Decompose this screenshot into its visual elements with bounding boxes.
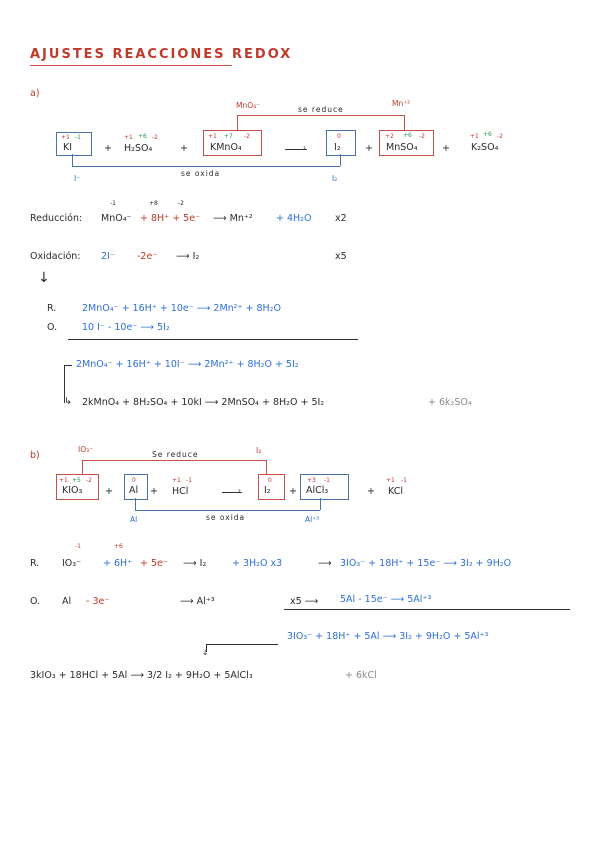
- a-species-mnso4: MnSO₄: [386, 142, 418, 153]
- b-ox-alcl3-1: +3: [307, 477, 316, 484]
- b-reduce-text: Se reduce: [152, 450, 199, 459]
- b-species-al: Al: [129, 485, 139, 496]
- a-O-label: O.: [47, 322, 58, 333]
- a-species-kmno4: KMnO₄: [210, 142, 242, 153]
- a-plus-2: +: [180, 143, 188, 154]
- a-reduce-bracket-right: [404, 115, 405, 131]
- a-ox-h2so4-1: +1: [124, 134, 133, 141]
- a-oxidation-iodide: 2I⁻: [101, 251, 115, 262]
- a-reduction-water: + 4H₂O: [276, 213, 312, 224]
- b-species-hcl: HCl: [172, 486, 189, 497]
- a-R-equation: 2MnO₄⁻ + 16H⁺ + 10e⁻ ⟶ 2Mn²⁺ + 8H₂O: [82, 303, 281, 314]
- b-sum-line: [284, 609, 570, 610]
- b-reduce-bracket-left: [82, 460, 83, 474]
- a-molecular-extra: + 6k₂SO₄: [428, 397, 472, 408]
- b-molecular-equation: 3kIO₃ + 18HCl + 5Al ⟶ 3/2 I₂ + 9H₂O + 5AlCl₃: [30, 670, 253, 681]
- b-return-line: [206, 644, 278, 645]
- b-ox-hcl-1: +1: [172, 477, 181, 484]
- b-O-result: 5Al - 15e⁻ ⟶ 5Al⁺³: [340, 594, 432, 605]
- a-O-equation: 10 I⁻ - 10e⁻ ⟶ 5I₂: [82, 322, 170, 333]
- a-reduce-bracket-left: [237, 115, 238, 131]
- a-reaction-arrowhead: ›: [303, 143, 306, 152]
- b-R-result: 3IO₃⁻ + 18H⁺ + 15e⁻ ⟶ 3I₂ + 9H₂O: [340, 558, 512, 569]
- a-oxidation-label: Oxidación:: [30, 251, 81, 262]
- a-plus-1: +: [104, 143, 112, 154]
- b-ox-kio3-1: +1: [59, 477, 68, 484]
- a-box-i2: [326, 130, 356, 156]
- a-oxid-product: I₂: [332, 174, 338, 183]
- a-reduce-species: MnO₄⁻: [236, 101, 261, 110]
- b-O-species: Al: [62, 596, 72, 607]
- b-ox-kcl-2: -1: [401, 477, 407, 484]
- a-reduction-mult: x2: [335, 213, 347, 224]
- a-species-i2: I₂: [334, 142, 341, 153]
- a-oxidation-electrons: -2e⁻: [137, 251, 158, 262]
- a-ox-mnso4-3: -2: [419, 133, 425, 140]
- b-O-label: O.: [30, 596, 41, 607]
- b-reduce-bracket-top: [82, 460, 266, 461]
- title-underline: [30, 65, 232, 66]
- b-R-label: R.: [30, 558, 40, 569]
- b-O-electrons: - 3e⁻: [86, 596, 110, 607]
- b-R-hydrogen: + 6H⁺: [103, 558, 133, 569]
- b-ox-al: 0: [132, 477, 136, 484]
- b-species-kcl: KCl: [388, 486, 403, 497]
- a-ox-k2so4-1: +1: [470, 133, 479, 140]
- b-ox-kcl-1: +1: [386, 477, 395, 484]
- b-reduce-species: IO₃⁻: [78, 445, 94, 454]
- a-oxid-bracket-bottom: [72, 166, 340, 167]
- a-bracket-top: [64, 365, 72, 366]
- a-ox-kmno4-2: +7: [224, 133, 233, 140]
- b-R-product: ⟶ I₂: [183, 558, 207, 569]
- a-reduce-text: se reduce: [298, 105, 344, 114]
- a-oxid-text: se oxida: [181, 169, 221, 178]
- b-plus-2: +: [150, 486, 158, 497]
- b-ox-kio3-3: -2: [86, 477, 92, 484]
- b-oxid-bracket-right: [320, 498, 321, 510]
- b-oxid-reactant: Al: [130, 515, 138, 524]
- a-R-label: R.: [47, 303, 57, 314]
- b-oxid-product: Al⁺³: [305, 515, 320, 524]
- b-oxid-bracket-left: [135, 498, 136, 510]
- a-oxidation-mult: x5: [335, 251, 347, 262]
- a-ox-mnso4-1: +2: [385, 133, 394, 140]
- a-plus-4: +: [442, 143, 450, 154]
- a-ox-kmno4-1: +1: [208, 133, 217, 140]
- a-ox-k2so4-2: +6: [483, 131, 492, 138]
- a-ox-h2so4-3: -2: [152, 134, 158, 141]
- b-reduce-product: I₂: [256, 446, 262, 455]
- a-molecular-arrow: ↳: [64, 396, 72, 407]
- b-plus-1: +: [105, 486, 113, 497]
- a-ox-i2: 0: [337, 133, 341, 140]
- a-reduce-product: Mn⁺²: [392, 99, 411, 108]
- b-oxid-bracket-bottom: [135, 510, 320, 511]
- b-R-electrons: + 5e⁻: [140, 558, 168, 569]
- a-red-ox-3: -2: [178, 200, 184, 207]
- b-species-alcl3: AlCl₃: [306, 485, 329, 496]
- a-red-ox-1: -1: [110, 200, 116, 207]
- a-species-k2so4: K₂SO₄: [471, 142, 499, 153]
- b-oxid-text: se oxida: [206, 513, 246, 522]
- b-ionic-equation: 3IO₃⁻ + 18H⁺ + 5Al ⟶ 3I₂ + 9H₂O + 5Al⁺³: [287, 631, 489, 642]
- b-reaction-arrowhead: ›: [238, 486, 241, 495]
- b-ox-hcl-2: -1: [186, 477, 192, 484]
- section-b-label: b): [30, 450, 40, 461]
- page-title: AJUSTES REACCIONES REDOX: [30, 47, 293, 62]
- a-reduction-species: MnO₄⁻: [101, 213, 132, 224]
- a-species-ki: KI: [63, 142, 73, 153]
- b-R-water: + 3H₂O x3: [232, 558, 283, 569]
- a-species-h2so4: H₂SO₄: [124, 143, 153, 154]
- b-return-arrowhead: ↓: [202, 648, 209, 657]
- b-species-i2: I₂: [264, 485, 271, 496]
- b-plus-4: +: [367, 486, 375, 497]
- a-ox-k2so4-3: -2: [497, 133, 503, 140]
- a-ox-h2so4-2: +6: [138, 133, 147, 140]
- a-oxid-bracket-left: [72, 154, 73, 166]
- a-ox-ki-2: -1: [75, 134, 81, 141]
- b-ox-alcl3-2: -1: [324, 477, 330, 484]
- b-R-arrow: ⟶: [318, 558, 332, 569]
- b-plus-3: +: [289, 486, 297, 497]
- a-plus-3: +: [365, 143, 373, 154]
- b-O-product: ⟶ Al⁺³: [180, 596, 215, 607]
- b-R-species: IO₃⁻: [62, 558, 82, 569]
- b-ox-i2: 0: [268, 477, 272, 484]
- a-ox-ki-1: +1: [61, 134, 70, 141]
- section-a-label: a): [30, 88, 40, 99]
- a-reduce-bracket-top: [237, 115, 404, 116]
- a-reduction-h-e: + 8H⁺ + 5e⁻: [140, 213, 201, 224]
- a-molecular-equation: 2kMnO₄ + 8H₂SO₄ + 10kI ⟶ 2MnSO₄ + 8H₂O + 5I₂: [82, 397, 325, 408]
- b-O-mult: x5 ⟶: [290, 596, 319, 607]
- a-ox-kmno4-3: -2: [244, 133, 250, 140]
- a-oxid-bracket-right: [340, 154, 341, 166]
- a-reduction-product: ⟶ Mn⁺²: [213, 213, 253, 224]
- b-R-ox-1: -1: [75, 543, 81, 550]
- b-R-ox-2: +6: [114, 543, 123, 550]
- a-oxid-reactant: I⁻: [74, 174, 81, 183]
- b-ox-kio3-2: +5: [72, 477, 81, 484]
- b-molecular-extra: + 6kCl: [345, 670, 377, 681]
- a-reduction-label: Reducción:: [30, 213, 83, 224]
- b-reduce-bracket-right: [266, 460, 267, 474]
- b-species-kio3: KIO₃: [62, 485, 83, 496]
- a-ionic-equation: 2MnO₄⁻ + 16H⁺ + 10I⁻ ⟶ 2Mn²⁺ + 8H₂O + 5I₂: [76, 359, 299, 370]
- a-ox-mnso4-2: +6: [403, 132, 412, 139]
- a-sum-line: [68, 339, 358, 340]
- a-red-ox-2: +8: [149, 200, 158, 207]
- a-oxidation-product: ⟶ I₂: [176, 251, 200, 262]
- a-down-arrow: ↓: [38, 270, 50, 286]
